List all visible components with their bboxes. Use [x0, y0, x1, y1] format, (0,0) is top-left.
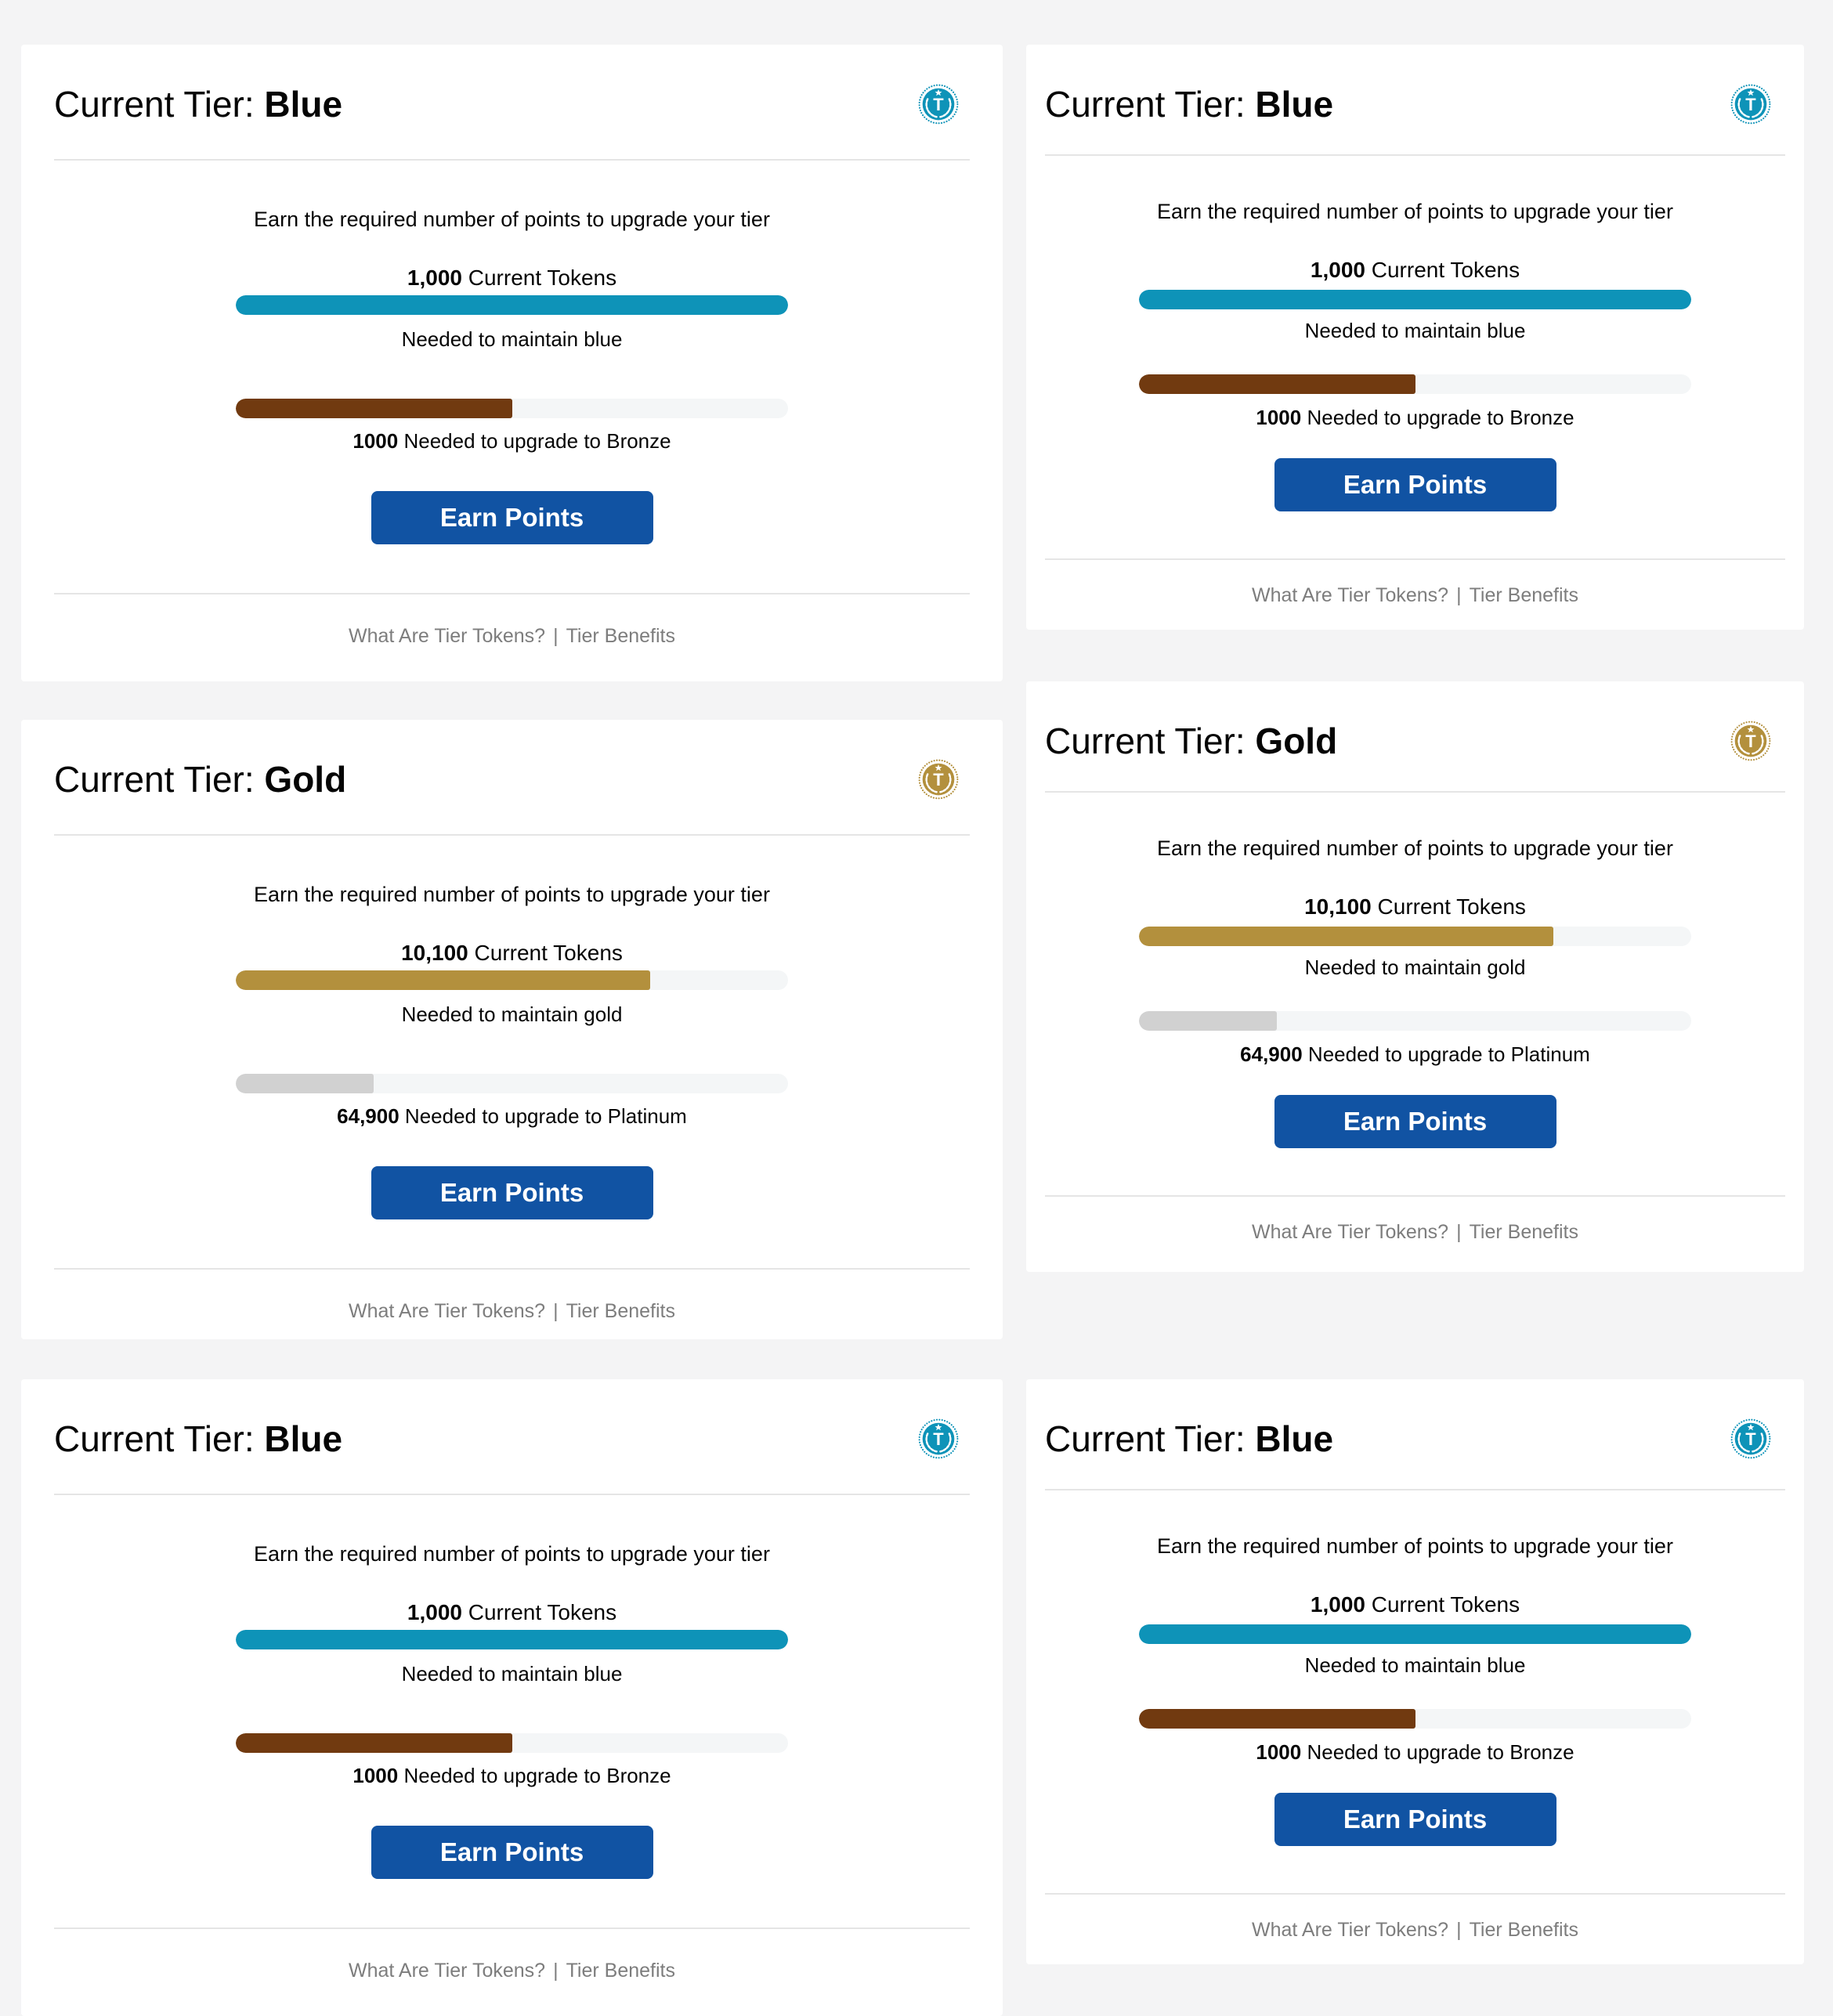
tier-card	[1026, 681, 1804, 1272]
current-tokens-line	[1026, 894, 1804, 920]
badge-letter-t: T	[1745, 95, 1756, 115]
maintain-progress-track	[1139, 1624, 1691, 1644]
footer-separator: |	[1456, 1919, 1462, 1941]
tier-benefits-link[interactable]: Tier Benefits	[566, 1960, 675, 1982]
card-title	[54, 1418, 901, 1459]
current-tokens-label: Current Tokens	[474, 941, 623, 965]
card-header	[1026, 84, 1804, 125]
header-divider	[54, 1494, 970, 1495]
header-divider	[1045, 154, 1785, 156]
maintain-progress-fill	[236, 970, 650, 990]
upgrade-progress-track	[1139, 374, 1691, 394]
upgrade-progress-track	[1139, 1011, 1691, 1031]
tier-card	[1026, 45, 1804, 630]
tier-token-medal-icon	[1730, 1418, 1771, 1459]
maintain-progress-fill	[236, 295, 788, 315]
upgrade-progress-fill	[236, 1074, 374, 1093]
tier-badge-icon	[1730, 1418, 1771, 1459]
maintain-label: Needed to maintain blue	[401, 1662, 623, 1685]
tier-benefits-link[interactable]: Tier Benefits	[1469, 584, 1578, 606]
tier-badge-icon	[1730, 721, 1771, 761]
current-tokens-label: Current Tokens	[1377, 894, 1526, 919]
upgrade-progress-fill	[1139, 1011, 1277, 1031]
footer-divider	[54, 1927, 970, 1929]
current-tokens-label: Current Tokens	[468, 266, 617, 290]
badge-letter-t: T	[933, 95, 944, 115]
upgrade-needed-value: 64,900	[337, 1104, 400, 1128]
upgrade-progress-fill	[236, 1733, 512, 1753]
maintain-label: Needed to maintain blue	[1304, 1653, 1526, 1677]
current-tokens-value: 1,000	[1310, 1592, 1365, 1617]
current-tier-value: Blue	[264, 84, 343, 125]
maintain-progress-track	[236, 295, 788, 315]
card-title-prefix: Current Tier:	[1045, 1418, 1246, 1459]
card-title-prefix: Current Tier:	[54, 759, 255, 800]
upgrade-needed-label: Needed to upgrade to Bronze	[403, 429, 671, 453]
card-title	[1045, 1418, 1714, 1459]
tier-token-medal-icon	[918, 759, 959, 800]
current-tokens-line	[1026, 257, 1804, 284]
tier-badge-icon	[918, 759, 959, 800]
upgrade-message: Earn the required number of points to upgrade your tier	[1157, 200, 1673, 223]
what-are-tier-tokens-link[interactable]: What Are Tier Tokens?	[1252, 584, 1449, 606]
maintain-label: Needed to maintain gold	[1304, 956, 1526, 979]
tier-badge-icon	[918, 1418, 959, 1459]
upgrade-message: Earn the required number of points to upgrade your tier	[254, 1542, 770, 1566]
tier-benefits-link[interactable]: Tier Benefits	[566, 625, 675, 647]
footer-divider	[54, 593, 970, 594]
maintain-progress-track	[1139, 927, 1691, 946]
current-tier-value: Gold	[264, 759, 347, 800]
upgrade-message: Earn the required number of points to upgrade your tier	[254, 883, 770, 906]
upgrade-needed-line	[1026, 1042, 1804, 1067]
tier-token-medal-icon	[1730, 84, 1771, 125]
maintain-progress-track	[236, 970, 788, 990]
footer-links	[1026, 1918, 1804, 1942]
card-title-prefix: Current Tier:	[1045, 721, 1246, 761]
badge-letter-t: T	[1745, 1429, 1756, 1450]
current-tokens-value: 10,100	[1304, 894, 1372, 919]
card-header	[21, 84, 1003, 125]
footer-separator: |	[1456, 584, 1462, 606]
current-tokens-value: 1,000	[407, 266, 462, 290]
tier-token-medal-icon	[1730, 721, 1771, 761]
upgrade-needed-value: 1000	[352, 429, 399, 453]
earn-points-button[interactable]: Earn Points	[1274, 1793, 1556, 1846]
card-header	[21, 1418, 1003, 1459]
footer-links	[1026, 1220, 1804, 1244]
upgrade-message: Earn the required number of points to upgrade your tier	[1157, 836, 1673, 860]
header-divider	[54, 834, 970, 836]
upgrade-progress-track	[236, 399, 788, 418]
tier-benefits-link[interactable]: Tier Benefits	[1469, 1221, 1578, 1243]
current-tokens-line	[1026, 1591, 1804, 1618]
tier-card	[1026, 1379, 1804, 1964]
current-tokens-label: Current Tokens	[468, 1600, 617, 1624]
tier-token-medal-icon	[918, 84, 959, 125]
current-tokens-line	[21, 1599, 1003, 1626]
tier-card	[21, 1379, 1003, 2016]
upgrade-progress-track	[236, 1733, 788, 1753]
tier-benefits-link[interactable]: Tier Benefits	[566, 1300, 675, 1322]
current-tier-value: Blue	[1255, 1418, 1334, 1459]
current-tokens-line	[21, 265, 1003, 291]
card-title	[54, 759, 901, 800]
card-title-prefix: Current Tier:	[54, 1418, 255, 1459]
footer-links	[1026, 583, 1804, 607]
upgrade-needed-label: Needed to upgrade to Platinum	[1307, 1042, 1590, 1066]
current-tokens-value: 1,000	[1310, 258, 1365, 282]
what-are-tier-tokens-link[interactable]: What Are Tier Tokens?	[1252, 1919, 1449, 1941]
earn-points-button[interactable]: Earn Points	[371, 491, 653, 544]
footer-divider	[1045, 1893, 1785, 1895]
footer-divider	[54, 1268, 970, 1270]
tier-badge-icon	[918, 84, 959, 125]
header-divider	[1045, 1489, 1785, 1490]
upgrade-needed-value: 1000	[352, 1764, 399, 1787]
card-title-prefix: Current Tier:	[54, 84, 255, 125]
upgrade-needed-line	[21, 1763, 1003, 1788]
earn-points-button[interactable]: Earn Points	[371, 1166, 653, 1219]
earn-points-button[interactable]: Earn Points	[1274, 1095, 1556, 1148]
current-tokens-label: Current Tokens	[1371, 1592, 1520, 1617]
upgrade-progress-track	[1139, 1709, 1691, 1729]
maintain-label: Needed to maintain blue	[1304, 319, 1526, 342]
tier-benefits-link[interactable]: Tier Benefits	[1469, 1919, 1578, 1941]
what-are-tier-tokens-link[interactable]: What Are Tier Tokens?	[349, 625, 546, 647]
current-tokens-label: Current Tokens	[1371, 258, 1520, 282]
upgrade-needed-value: 64,900	[1240, 1042, 1303, 1066]
footer-links	[21, 1299, 1003, 1323]
footer-divider	[1045, 1195, 1785, 1197]
current-tokens-value: 1,000	[407, 1600, 462, 1624]
badge-letter-t: T	[933, 1429, 944, 1450]
upgrade-progress-fill	[1139, 374, 1415, 394]
tier-card	[21, 45, 1003, 681]
upgrade-needed-label: Needed to upgrade to Platinum	[404, 1104, 687, 1128]
footer-separator: |	[553, 625, 559, 647]
footer-separator: |	[553, 1960, 559, 1982]
upgrade-needed-value: 1000	[1256, 1740, 1302, 1764]
upgrade-needed-line	[21, 428, 1003, 453]
header-divider	[1045, 791, 1785, 793]
what-are-tier-tokens-link[interactable]: What Are Tier Tokens?	[349, 1300, 546, 1322]
what-are-tier-tokens-link[interactable]: What Are Tier Tokens?	[349, 1960, 546, 1982]
what-are-tier-tokens-link[interactable]: What Are Tier Tokens?	[1252, 1221, 1449, 1243]
maintain-progress-track	[236, 1630, 788, 1649]
upgrade-progress-track	[236, 1074, 788, 1093]
upgrade-needed-line	[21, 1104, 1003, 1129]
card-title	[1045, 721, 1714, 761]
maintain-progress-fill	[1139, 290, 1691, 309]
maintain-progress-track	[1139, 290, 1691, 309]
upgrade-message: Earn the required number of points to upgrade your tier	[1157, 1534, 1673, 1558]
tier-card	[21, 720, 1003, 1339]
card-title-prefix: Current Tier:	[1045, 84, 1246, 125]
maintain-progress-fill	[236, 1630, 788, 1649]
footer-separator: |	[1456, 1221, 1462, 1243]
earn-points-button[interactable]: Earn Points	[1274, 458, 1556, 511]
badge-letter-t: T	[1745, 732, 1756, 752]
badge-letter-t: T	[933, 770, 944, 790]
tier-token-medal-icon	[918, 1418, 959, 1459]
upgrade-needed-value: 1000	[1256, 406, 1302, 429]
upgrade-progress-fill	[1139, 1709, 1415, 1729]
card-header	[1026, 1418, 1804, 1459]
upgrade-needed-line	[1026, 1740, 1804, 1765]
maintain-progress-fill	[1139, 927, 1553, 946]
card-header	[21, 759, 1003, 800]
footer-links	[21, 624, 1003, 648]
earn-points-button[interactable]: Earn Points	[371, 1826, 653, 1879]
card-title	[1045, 84, 1714, 125]
upgrade-progress-fill	[236, 399, 512, 418]
upgrade-needed-line	[1026, 405, 1804, 430]
upgrade-needed-label: Needed to upgrade to Bronze	[403, 1764, 671, 1787]
header-divider	[54, 159, 970, 161]
maintain-progress-fill	[1139, 1624, 1691, 1644]
card-title	[54, 84, 901, 125]
current-tier-value: Gold	[1255, 721, 1338, 761]
upgrade-needed-label: Needed to upgrade to Bronze	[1307, 1740, 1574, 1764]
upgrade-message: Earn the required number of points to upgrade your tier	[254, 208, 770, 231]
current-tier-value: Blue	[264, 1418, 343, 1459]
tier-badge-icon	[1730, 84, 1771, 125]
current-tokens-value: 10,100	[401, 941, 468, 965]
card-header	[1026, 721, 1804, 761]
footer-links	[21, 1959, 1003, 1982]
upgrade-needed-label: Needed to upgrade to Bronze	[1307, 406, 1574, 429]
current-tier-value: Blue	[1255, 84, 1334, 125]
maintain-label: Needed to maintain gold	[401, 1003, 623, 1026]
footer-divider	[1045, 558, 1785, 560]
footer-separator: |	[553, 1300, 559, 1322]
current-tokens-line	[21, 940, 1003, 966]
maintain-label: Needed to maintain blue	[401, 327, 623, 351]
